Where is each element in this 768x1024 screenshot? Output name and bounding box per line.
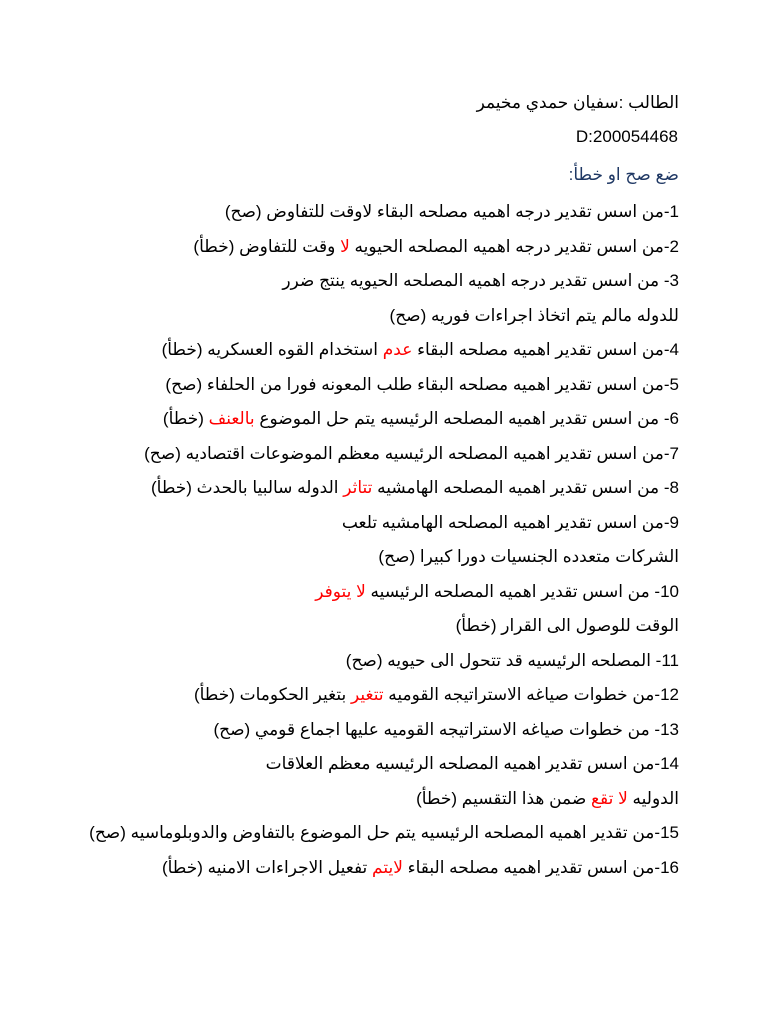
question-text: 8- من اسس تقدير اهميه المصلحه الهامشيه xyxy=(372,478,679,497)
question-text: بتغير الحكومات (خطأ) xyxy=(193,685,351,704)
question-text: تفعيل الاجراءات الامنيه (خطأ) xyxy=(161,857,373,877)
question-line xyxy=(282,269,679,293)
question-text: 13- من خطوات صياغه الاستراتيجه القوميه عليها اجماع قومي (صح) xyxy=(213,719,679,739)
question-text: 10- من اسس تقدير اهميه المصلحه الرئيسيه xyxy=(365,581,679,601)
question-line xyxy=(151,476,679,500)
highlighted-word: تتاثر xyxy=(343,478,373,497)
question-line xyxy=(89,821,679,845)
question-line xyxy=(162,856,679,880)
question-line xyxy=(266,752,679,776)
student-id: D:200054468 xyxy=(575,127,678,146)
question-line xyxy=(416,787,679,811)
question-text: (خطأ) xyxy=(162,409,209,428)
question-text: الوقت للوصول الى القرار (خطأ) xyxy=(455,616,679,635)
highlighted-word: لا يتوفر xyxy=(315,581,366,601)
question-line xyxy=(342,511,679,535)
question-line xyxy=(193,235,679,259)
question-text: ضمن هذا التقسيم (خطأ) xyxy=(416,788,591,808)
question-text: استخدام القوه العسكريه (خطأ) xyxy=(161,340,383,359)
question-text: 9-من اسس تقدير اهميه المصلحه الهامشيه تلعب xyxy=(341,512,679,532)
instruction-heading: ضع صح او خطأ: xyxy=(568,165,679,184)
question-line xyxy=(378,545,679,569)
question-text: 15-من تقدير اهميه المصلحه الرئيسيه يتم حل الموضوع بالتفاوض والدوبلوماسيه (صح) xyxy=(89,823,679,842)
question-text: 14-من اسس تقدير اهميه المصلحه الرئيسيه معظم العلاقات xyxy=(265,754,679,773)
question-line xyxy=(456,614,679,638)
question-text: 16-من اسس تقدير اهميه مصلحه البقاء xyxy=(402,857,679,877)
question-line xyxy=(390,304,679,328)
highlighted-word: لا xyxy=(340,236,350,256)
question-line xyxy=(315,580,679,604)
question-text: 5-من اسس تقدير اهميه مصلحه البقاء طلب المعونه فورا من الحلفاء (صح) xyxy=(165,374,679,394)
question-line xyxy=(144,442,679,466)
highlighted-word: لايتم xyxy=(372,857,403,877)
student-name: الطالب :سفيان حمدي مخيمر xyxy=(476,93,679,112)
question-text: 11- المصلحه الرئيسيه قد تتحول الى حيويه (صح) xyxy=(345,650,679,670)
highlighted-word: عدم xyxy=(382,340,413,359)
question-text: 6- من اسس تقدير اهميه المصلحه الرئيسيه يتم حل الموضوع xyxy=(254,409,679,428)
question-text: 1-من اسس تقدير درجه اهميه مصلحه البقاء لاوقت للتفاوض (صح) xyxy=(224,202,679,221)
question-text: 12-من خطوات صياغه الاستراتيجه القوميه xyxy=(383,685,679,704)
question-line xyxy=(163,407,679,431)
question-text: 7-من اسس تقدير اهميه المصلحه الرئيسيه معظم الموضوعات اقتصاديه (صح) xyxy=(144,443,679,463)
highlighted-word: تتغير xyxy=(350,685,384,704)
question-text: الدوله سالبيا بالحدث (خطأ) xyxy=(150,478,344,497)
question-text: وقت للتفاوض (خطأ) xyxy=(193,236,341,256)
question-text: الدوليه xyxy=(627,788,679,808)
question-text: للدوله مالم يتم اتخاذ اجراءات فوريه (صح) xyxy=(389,305,679,325)
highlighted-word: بالعنف xyxy=(208,409,255,428)
question-line xyxy=(225,200,679,224)
question-line xyxy=(162,338,679,362)
question-text: 3- من اسس تقدير درجه اهميه المصلحه الحيويه ينتج ضرر xyxy=(282,271,679,290)
question-line xyxy=(194,683,679,707)
question-text: 4-من اسس تقدير اهميه مصلحه البقاء xyxy=(412,340,679,359)
question-text: 2-من اسس تقدير درجه اهميه المصلحه الحيويه xyxy=(349,236,679,256)
question-text: الشركات متعدده الجنسيات دورا كبيرا (صح) xyxy=(378,547,679,566)
question-line xyxy=(165,373,679,397)
question-line xyxy=(213,718,679,742)
highlighted-word: لا تقع xyxy=(591,788,628,808)
question-line xyxy=(346,649,679,673)
